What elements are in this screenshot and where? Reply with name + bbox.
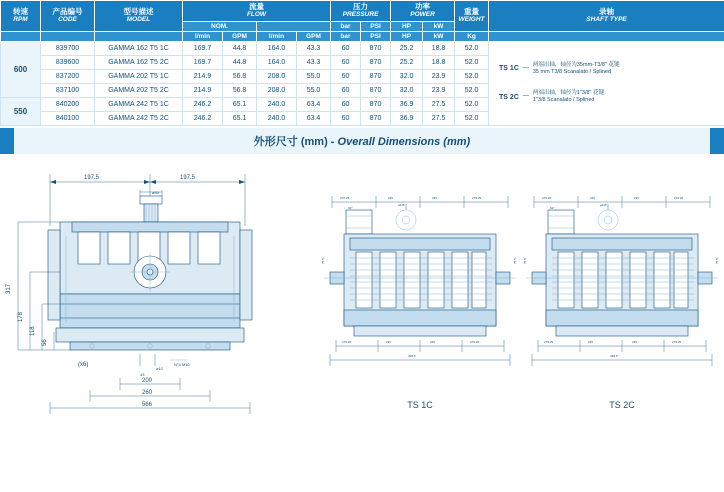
header-code: 产品编号 CODE — [41, 1, 95, 32]
cell-model: GAMMA 162 T5 1C — [95, 41, 183, 55]
cell-kg: 52.0 — [455, 69, 489, 83]
cell-hp: 32.0 — [391, 83, 423, 97]
subheader-hp: HP — [391, 21, 423, 31]
svg-text:197.5: 197.5 — [180, 174, 196, 181]
cell-flow-gpm-1: 65.1 — [223, 111, 257, 125]
cell-kg: 52.0 — [455, 55, 489, 69]
subheader-flow-gpm-1: GPM — [223, 31, 257, 41]
table-row — [1, 41, 724, 55]
cell-psi: 870 — [361, 55, 391, 69]
cell-rpm: 550 — [1, 97, 41, 125]
cell-kw: 27.5 — [423, 111, 455, 125]
cell-psi: 870 — [361, 97, 391, 111]
cell-flow-gpm-2: 55.0 — [297, 69, 331, 83]
svg-text:197.5: 197.5 — [84, 174, 100, 181]
cell-flow-lmin-2: 164.0 — [257, 55, 297, 69]
svg-text:276.25: 276.25 — [472, 195, 482, 200]
svg-text:ø115: ø115 — [600, 202, 607, 207]
subheader-code-blank — [41, 31, 95, 41]
svg-text:276.25: 276.25 — [672, 339, 682, 344]
cell-hp: 25.2 — [391, 55, 423, 69]
svg-text:438.5: 438.5 — [610, 353, 618, 358]
cell-code: 840200 — [41, 97, 95, 111]
cell-flow-gpm-1: 56.8 — [223, 83, 257, 97]
drawings-area — [0, 154, 724, 416]
cell-model: GAMMA 202 T5 2C — [95, 83, 183, 97]
cell-hp: 25.2 — [391, 41, 423, 55]
cell-psi: 870 — [361, 69, 391, 83]
cell-model: GAMMA 242 T5 1C — [95, 97, 183, 111]
shaft-type-1c: TS 1C — 两端出轴，轴径为35mm-T3/8" 花键 35 mm T3/8 Scanalato / Splined — [499, 61, 620, 75]
cell-kg: 52.0 — [455, 97, 489, 111]
subheader-psi: PSI — [361, 21, 391, 31]
svg-text:43: 43 — [140, 371, 145, 377]
svg-text:62°: 62° — [348, 205, 353, 210]
cell-kw: 23.9 — [423, 69, 455, 83]
ts2c-label: TS 2C — [609, 399, 635, 410]
cell-flow-gpm-2: 55.0 — [297, 83, 331, 97]
subheader-flow-gpm-2: GPM — [297, 31, 331, 41]
svg-text:75.5: 75.5 — [513, 257, 517, 264]
svg-text:276.25: 276.25 — [674, 195, 684, 200]
cell-flow-gpm-2: 43.3 — [297, 41, 331, 55]
ts1c-label: TS 1C — [407, 399, 433, 410]
cell-flow-gpm-1: 44.8 — [223, 41, 257, 55]
cell-bar: 60 — [331, 97, 361, 111]
subheader-bar: bar — [331, 21, 361, 31]
subheader-kw: kW — [423, 21, 455, 31]
subheader-kw-2: kW — [423, 31, 455, 41]
band-left-accent — [0, 128, 14, 154]
cell-flow-lmin-1: 169.7 — [183, 55, 223, 69]
subheader-flow-lmin-2: l/min — [257, 31, 297, 41]
cell-flow-gpm-1: 44.8 — [223, 55, 257, 69]
svg-text:276.25: 276.25 — [544, 339, 554, 344]
cell-bar: 60 — [331, 111, 361, 125]
cell-kw: 18.8 — [423, 55, 455, 69]
cell-flow-lmin-1: 214.9 — [183, 69, 223, 83]
svg-text:235: 235 — [386, 339, 392, 344]
cell-hp: 36.9 — [391, 111, 423, 125]
svg-text:ø50: ø50 — [152, 189, 159, 195]
main-drawing-panel — [0, 154, 320, 416]
header-model: 型号描述 MODEL — [95, 1, 183, 32]
subheader-shaft-blank — [489, 31, 724, 41]
cell-flow-gpm-1: 56.8 — [223, 69, 257, 83]
svg-text:235: 235 — [590, 195, 596, 200]
svg-text:235: 235 — [588, 339, 594, 344]
svg-text:75.5: 75.5 — [321, 257, 325, 264]
cell-code: 839700 — [41, 41, 95, 55]
cell-flow-lmin-1: 246.2 — [183, 111, 223, 125]
header-power: 功率 POWER — [391, 1, 455, 22]
cell-bar: 60 — [331, 41, 361, 55]
svg-text:178: 178 — [18, 311, 24, 322]
subheader-kg: Kg — [455, 31, 489, 41]
cell-flow-lmin-2: 208.0 — [257, 83, 297, 97]
cell-bar: 60 — [331, 69, 361, 83]
svg-text:566: 566 — [142, 401, 153, 408]
subheader-bar-2: bar — [331, 31, 361, 41]
header-rpm: 转速 RPM — [1, 1, 41, 32]
svg-text:75.5: 75.5 — [715, 257, 719, 264]
cell-bar: 60 — [331, 55, 361, 69]
cell-kw: 23.9 — [423, 83, 455, 97]
cell-code: 837200 — [41, 69, 95, 83]
cell-shaft-types — [489, 41, 724, 125]
shaft-type-2c: TS 2C — 两端出轴，轴径为1"3/8" 花键 1"3/8 Scanalato / Splined — [499, 90, 605, 104]
cell-kg: 52.0 — [455, 41, 489, 55]
cell-flow-gpm-2: 63.4 — [297, 97, 331, 111]
cell-hp: 36.9 — [391, 97, 423, 111]
subheader-psi-2: PSI — [361, 31, 391, 41]
cell-model: GAMMA 202 T5 1C — [95, 69, 183, 83]
cell-flow-lmin-1: 214.9 — [183, 83, 223, 97]
specification-table — [0, 0, 724, 126]
cell-model: GAMMA 162 T5 2C — [95, 55, 183, 69]
svg-text:200: 200 — [142, 377, 153, 384]
overall-dimensions-band — [0, 126, 724, 154]
svg-text:118: 118 — [30, 325, 36, 336]
header-weight: 重量 WEIGHT — [455, 1, 489, 32]
cell-flow-lmin-1: 246.2 — [183, 97, 223, 111]
band-title: 外形尺寸 (mm) - Overall Dimensions (mm) — [253, 135, 471, 148]
svg-text:276.25: 276.25 — [342, 339, 352, 344]
svg-text:ø10: ø10 — [156, 365, 163, 371]
cell-flow-gpm-2: 43.3 — [297, 55, 331, 69]
svg-text:235: 235 — [430, 339, 436, 344]
subheader-model-blank — [95, 31, 183, 41]
svg-text:(x6): (x6) — [78, 361, 89, 368]
cell-code: 837100 — [41, 83, 95, 97]
cell-kw: 18.8 — [423, 41, 455, 55]
cell-flow-lmin-2: 164.0 — [257, 41, 297, 55]
svg-text:235: 235 — [432, 195, 438, 200]
svg-text:317: 317 — [6, 283, 12, 294]
svg-text:N°4 M10: N°4 M10 — [174, 361, 190, 367]
cell-kg: 52.0 — [455, 83, 489, 97]
svg-text:ø115: ø115 — [398, 202, 405, 207]
cell-kw: 27.5 — [423, 97, 455, 111]
header-flow: 流量 FLOW — [183, 1, 331, 22]
cell-model: GAMMA 242 T5 2C — [95, 111, 183, 125]
cell-psi: 870 — [361, 41, 391, 55]
band-right-accent — [710, 128, 724, 154]
cell-flow-gpm-1: 65.1 — [223, 97, 257, 111]
svg-text:62°: 62° — [550, 205, 555, 210]
cell-rpm: 600 — [1, 41, 41, 97]
svg-text:235: 235 — [634, 195, 640, 200]
cell-code: 840100 — [41, 111, 95, 125]
svg-text:276.25: 276.25 — [542, 195, 552, 200]
cell-psi: 870 — [361, 83, 391, 97]
subheader-flow-lmin-1: l/min — [183, 31, 223, 41]
cell-flow-lmin-2: 208.0 — [257, 69, 297, 83]
svg-text:235: 235 — [388, 195, 394, 200]
cell-hp: 32.0 — [391, 69, 423, 83]
svg-text:276.25: 276.25 — [470, 339, 480, 344]
subheader-hp-2: HP — [391, 31, 423, 41]
subheader-nom: NOM. — [183, 21, 257, 31]
svg-text:438.5: 438.5 — [408, 353, 416, 358]
cell-flow-gpm-2: 63.4 — [297, 111, 331, 125]
svg-text:75.5: 75.5 — [523, 257, 527, 264]
subheader-rpm-blank — [1, 31, 41, 41]
svg-text:260: 260 — [142, 389, 153, 396]
cell-kg: 52.0 — [455, 111, 489, 125]
cell-flow-lmin-1: 169.7 — [183, 41, 223, 55]
subheader-nom-blank — [257, 21, 331, 31]
ts1c-drawing-panel — [320, 154, 520, 416]
svg-text:235: 235 — [632, 339, 638, 344]
cell-code: 839600 — [41, 55, 95, 69]
svg-text:56: 56 — [42, 338, 48, 346]
cell-bar: 60 — [331, 83, 361, 97]
header-shaft-type: 录轴 SHAFT TYPE — [489, 1, 724, 32]
ts2c-drawing-panel — [520, 154, 724, 416]
svg-text:276.25: 276.25 — [340, 195, 350, 200]
header-pressure: 压力 PRESSURE — [331, 1, 391, 22]
cell-flow-lmin-2: 240.0 — [257, 111, 297, 125]
cell-psi: 870 — [361, 111, 391, 125]
cell-flow-lmin-2: 240.0 — [257, 97, 297, 111]
